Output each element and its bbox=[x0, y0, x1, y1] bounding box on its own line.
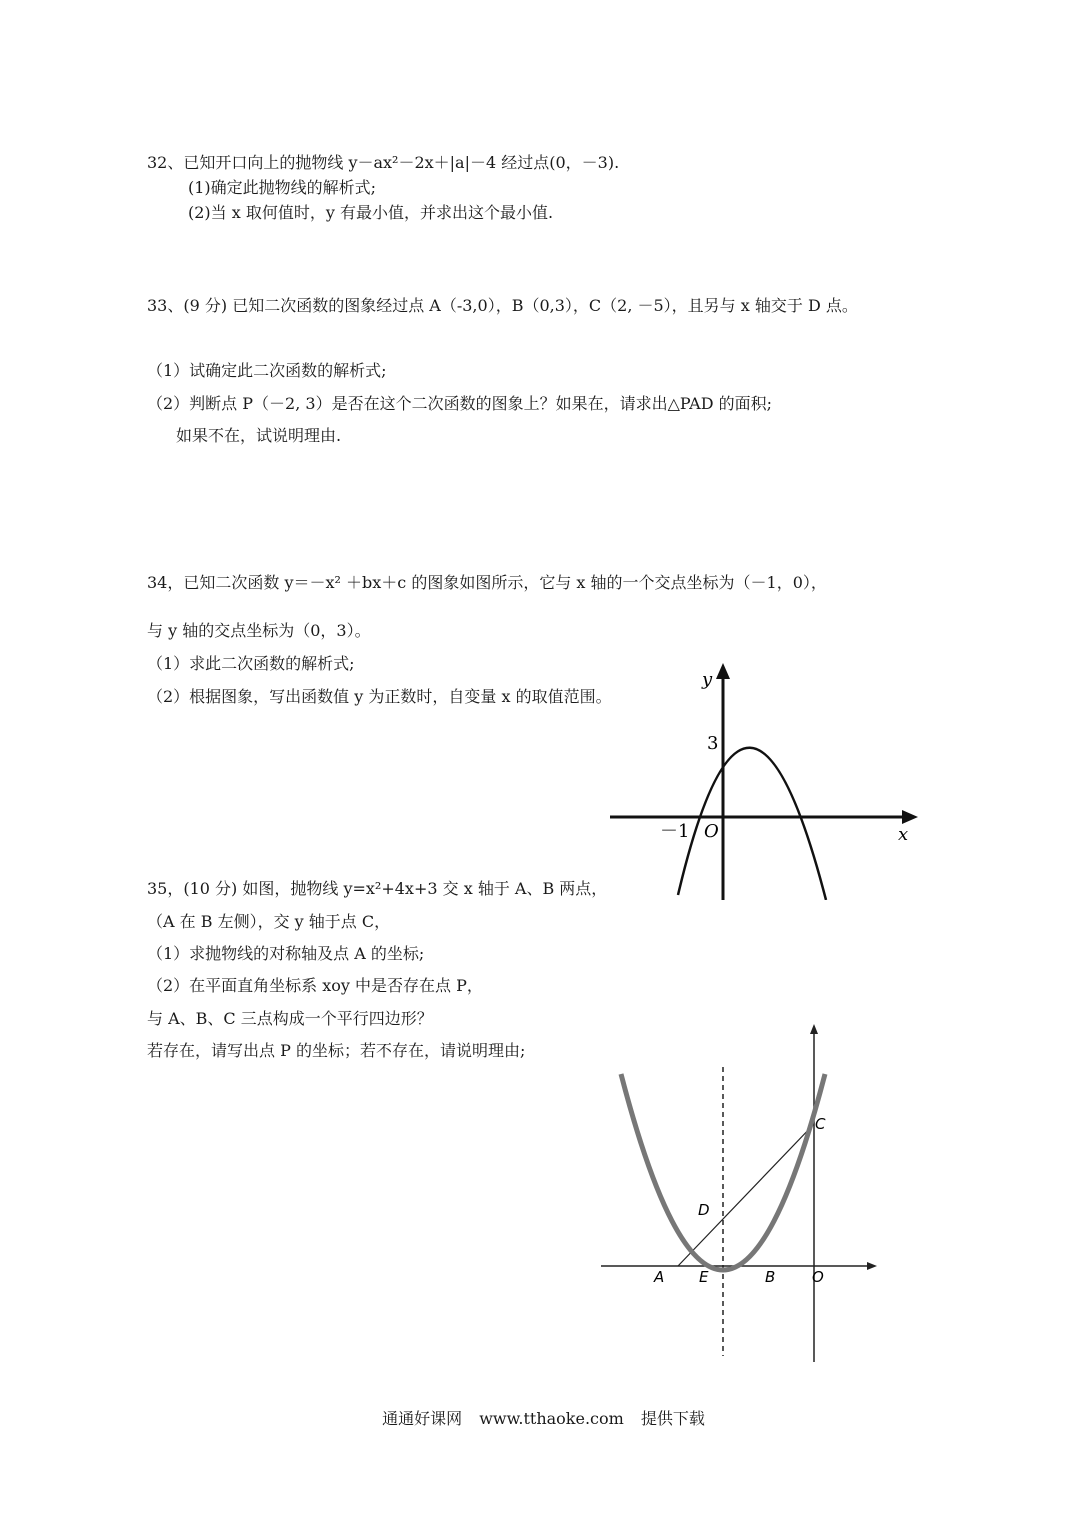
q35-stem: 35，(10 分) 如图，抛物线 y=x²+4x+3 交 x 轴于 A、B 两点， bbox=[147, 879, 608, 898]
origin-label: O bbox=[812, 1268, 824, 1286]
point-e-label: E bbox=[699, 1268, 709, 1286]
page-footer bbox=[0, 1408, 1087, 1430]
q34-part1: （1）求此二次函数的解析式; bbox=[147, 654, 355, 673]
x-axis-arrow-icon bbox=[902, 810, 918, 824]
point-b-label: B bbox=[765, 1268, 776, 1286]
point-c-label: C bbox=[815, 1115, 826, 1133]
q35-stem-cont: （A 在 B 左侧），交 y 轴于点 C， bbox=[147, 912, 391, 931]
footer-site: 通通好课网 bbox=[382, 1409, 463, 1428]
q32-stem: 32、已知开口向上的抛物线 y－ax²－2x＋|a|－4 经过点(0，－3). bbox=[147, 153, 620, 172]
y-axis-arrow-icon bbox=[716, 663, 730, 679]
q35-part2: （2）在平面直角坐标系 xoy 中是否存在点 P， bbox=[147, 976, 483, 995]
q33-part2: （2）判断点 P（－2, 3）是否在这个二次函数的图象上？如果在，请求出△PAD 的面积; bbox=[147, 394, 773, 413]
three-label: 3 bbox=[707, 733, 719, 754]
point-d-label: D bbox=[698, 1201, 710, 1219]
origin-label: O bbox=[704, 821, 719, 842]
minus-one-label: －1 bbox=[660, 821, 690, 842]
footer-note: 提供下载 bbox=[640, 1409, 705, 1428]
y-axis-label: y bbox=[702, 669, 713, 690]
q33-part1: （1）试确定此二次函数的解析式; bbox=[147, 361, 387, 380]
x-axis-arrow-icon bbox=[867, 1262, 877, 1270]
q34-stem-cont: 与 y 轴的交点坐标为（0，3）。 bbox=[147, 621, 371, 640]
q35-part2-cont1: 与 A、B、C 三点构成一个平行四边形？ bbox=[147, 1009, 433, 1028]
q35-part1: （1）求抛物线的对称轴及点 A 的坐标; bbox=[147, 944, 425, 963]
y-axis-arrow-icon bbox=[810, 1024, 818, 1034]
q34-stem: 34，已知二次函数 y＝－x² ＋bx＋c 的图象如图所示，它与 x 轴的一个交点坐标为（－1，0）， bbox=[147, 573, 827, 592]
q33-stem: 33、(9 分) 已知二次函数的图象经过点 A（-3,0），B（0,3），C（2, －5），且另与 x 轴交于 D 点。 bbox=[147, 296, 858, 315]
segment-ac bbox=[678, 1124, 814, 1266]
q34-part2: （2）根据图象，写出函数值 y 为正数时，自变量 x 的取值范围。 bbox=[147, 687, 612, 706]
point-a-label: A bbox=[654, 1268, 665, 1286]
q32-part1: (1)确定此抛物线的解析式; bbox=[188, 178, 377, 197]
x-axis-label: x bbox=[898, 824, 909, 845]
footer-url[interactable]: www.tthaoke.com bbox=[479, 1409, 624, 1428]
q34-graph bbox=[600, 655, 930, 910]
q35-graph bbox=[595, 1020, 885, 1370]
q33-part2-cont: 如果不在，试说明理由. bbox=[176, 426, 342, 445]
q32-part2: (2)当 x 取何值时，y 有最小值，并求出这个最小值. bbox=[188, 203, 554, 222]
q35-part2-cont2: 若存在，请写出点 P 的坐标；若不存在，请说明理由; bbox=[147, 1041, 526, 1060]
parabola-curve bbox=[678, 748, 826, 900]
